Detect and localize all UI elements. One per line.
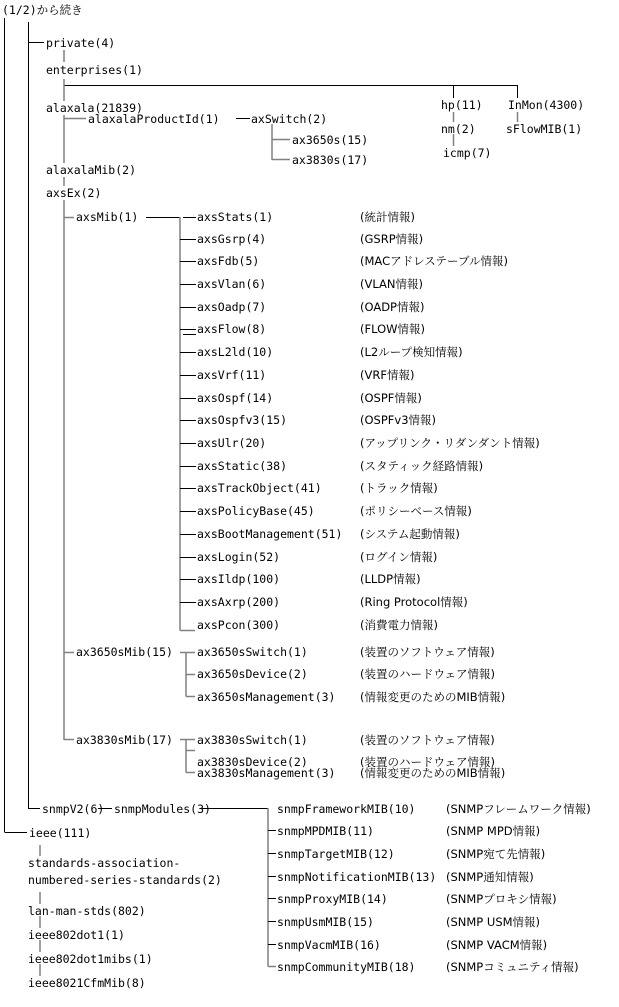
node-ax3650smib: ax3650sMib(15)	[76, 645, 173, 659]
node-ieee8021cfmmib: ieee8021CfmMib(8)	[28, 976, 146, 990]
node-desc: (アップリンク・リダンダント情報)	[360, 436, 540, 450]
node-desc: (OSPFv3情報)	[360, 413, 436, 427]
node-name: axsStats(1)	[197, 210, 274, 224]
node-desc: (SNMPプロキシ情報)	[446, 892, 557, 906]
node-alaxala: alaxala(21839)	[46, 101, 143, 115]
node-ax3830s: ax3830s(17)	[292, 153, 369, 167]
node-desc: (システム起動情報)	[360, 527, 460, 541]
node-desc: (ポリシーベース情報)	[360, 504, 472, 518]
node-name: axsVrf(11)	[197, 368, 267, 382]
node-desc: (OADP情報)	[360, 300, 425, 314]
node-desc: (装置のソフトウェア情報)	[360, 645, 495, 659]
node-alaxala-product-id: alaxalaProductId(1)	[88, 112, 220, 126]
node-axswitch: axSwitch(2)	[251, 112, 328, 126]
node-name: axsFdb(5)	[197, 254, 260, 268]
node-desc: (装置のソフトウェア情報)	[360, 733, 495, 747]
node-name: ax3650sSwitch(1)	[197, 645, 308, 659]
node-desc: (SNMP USM情報)	[446, 915, 541, 929]
node-desc: (スタティック経路情報)	[360, 459, 484, 473]
node-name: axsL2ld(10)	[197, 345, 274, 359]
node-icmp: icmp(7)	[443, 146, 492, 160]
node-ax3830smib: ax3830sMib(17)	[76, 733, 173, 747]
node-name: axsTrackObject(41)	[197, 481, 322, 495]
node-name: axsVlan(6)	[197, 277, 267, 291]
node-name: axsOspfv3(15)	[197, 413, 288, 427]
node-name: snmpUsmMIB(15)	[277, 915, 374, 929]
node-standards-line1: standards-association-	[28, 856, 181, 870]
node-desc: (LLDP情報)	[360, 572, 421, 586]
node-desc: (FLOW情報)	[360, 322, 426, 336]
node-name: axsPcon(300)	[197, 618, 281, 632]
node-desc: (SNMPフレームワーク情報)	[446, 802, 591, 816]
node-desc: (SNMP宛て先情報)	[446, 847, 546, 861]
node-desc: (ログイン情報)	[360, 550, 438, 564]
node-name: snmpCommunityMIB(18)	[277, 960, 416, 974]
node-desc: (装置のハードウェア情報)	[360, 667, 496, 681]
node-enterprises: enterprises(1)	[46, 63, 143, 77]
node-sflowmib: sFlowMIB(1)	[506, 122, 583, 136]
node-name: snmpProxyMIB(14)	[277, 892, 388, 906]
node-name: ax3650sManagement(3)	[197, 690, 336, 704]
node-desc: (統計情報)	[360, 210, 415, 224]
node-name: axsLogin(52)	[197, 550, 281, 564]
node-desc: (L2ループ検知情報)	[360, 345, 463, 359]
node-desc: (消費電力情報)	[360, 618, 438, 632]
node-desc: (情報変更のためのMIB情報)	[360, 690, 506, 704]
node-ax3650s: ax3650s(15)	[292, 133, 369, 147]
node-desc: (VRF情報)	[360, 368, 415, 382]
node-name: axsGsrp(4)	[197, 232, 267, 246]
node-desc: (MACアドレステーブル情報)	[360, 254, 508, 268]
node-desc: (情報変更のためのMIB情報)	[360, 766, 506, 780]
node-alaxala-mib: alaxalaMib(2)	[46, 163, 137, 177]
node-name: snmpVacmMIB(16)	[277, 938, 381, 952]
node-desc: (Ring Protocol情報)	[360, 595, 468, 609]
node-name: snmpMPDMIB(11)	[277, 824, 374, 838]
node-snmpmodules: snmpModules(3)	[114, 802, 211, 816]
node-name: snmpNotificationMIB(13)	[277, 870, 437, 884]
node-name: ax3830sManagement(3)	[197, 766, 336, 780]
node-desc: (装置のハードウェア情報)	[360, 755, 496, 769]
node-desc: (SNMP VACM情報)	[446, 938, 548, 952]
node-snmpv2: snmpV2(6)	[42, 802, 105, 816]
node-name: snmpFrameworkMIB(10)	[277, 802, 416, 816]
node-desc: (SNMP MPD情報)	[446, 824, 541, 838]
node-name: axsOspf(14)	[197, 391, 274, 405]
node-desc: (GSRP情報)	[360, 232, 424, 246]
node-desc: (VLAN情報)	[360, 277, 423, 291]
node-name: axsPolicyBase(45)	[197, 504, 315, 518]
node-name: axsOadp(7)	[197, 300, 267, 314]
node-axsex: axsEx(2)	[46, 186, 102, 200]
node-standards-line2: numbered-series-standards(2)	[28, 873, 222, 887]
node-name: ax3830sDevice(2)	[197, 755, 308, 769]
node-axsmib: axsMib(1)	[76, 210, 139, 224]
node-name: ax3650sDevice(2)	[197, 667, 308, 681]
node-name: axsIldp(100)	[197, 572, 281, 586]
node-nm: nm(2)	[441, 122, 476, 136]
node-desc: (トラック情報)	[360, 481, 438, 495]
continuation-header: (1/2)から続き	[2, 3, 83, 17]
node-name: axsAxrp(200)	[197, 595, 281, 609]
node-inmon: InMon(4300)	[508, 98, 585, 112]
node-desc: (OSPF情報)	[360, 391, 422, 405]
node-lan-man-stds: lan-man-stds(802)	[28, 904, 146, 918]
node-hp: hp(11)	[441, 98, 483, 112]
node-name: snmpTargetMIB(12)	[277, 847, 395, 861]
node-ieee802dot1mibs: ieee802dot1mibs(1)	[28, 952, 153, 966]
node-desc: (SNMP通知情報)	[446, 870, 534, 884]
node-ieee: ieee(111)	[29, 826, 92, 840]
node-name: axsStatic(38)	[197, 459, 288, 473]
node-name: axsFlow(8)	[197, 322, 267, 336]
node-name: ax3830sSwitch(1)	[197, 733, 308, 747]
node-name: axsBootManagement(51)	[197, 527, 343, 541]
node-name: axsUlr(20)	[197, 436, 267, 450]
node-private: private(4)	[46, 36, 116, 50]
node-desc: (SNMPコミュニティ情報)	[446, 960, 579, 974]
node-ieee802dot1: ieee802dot1(1)	[28, 928, 125, 942]
